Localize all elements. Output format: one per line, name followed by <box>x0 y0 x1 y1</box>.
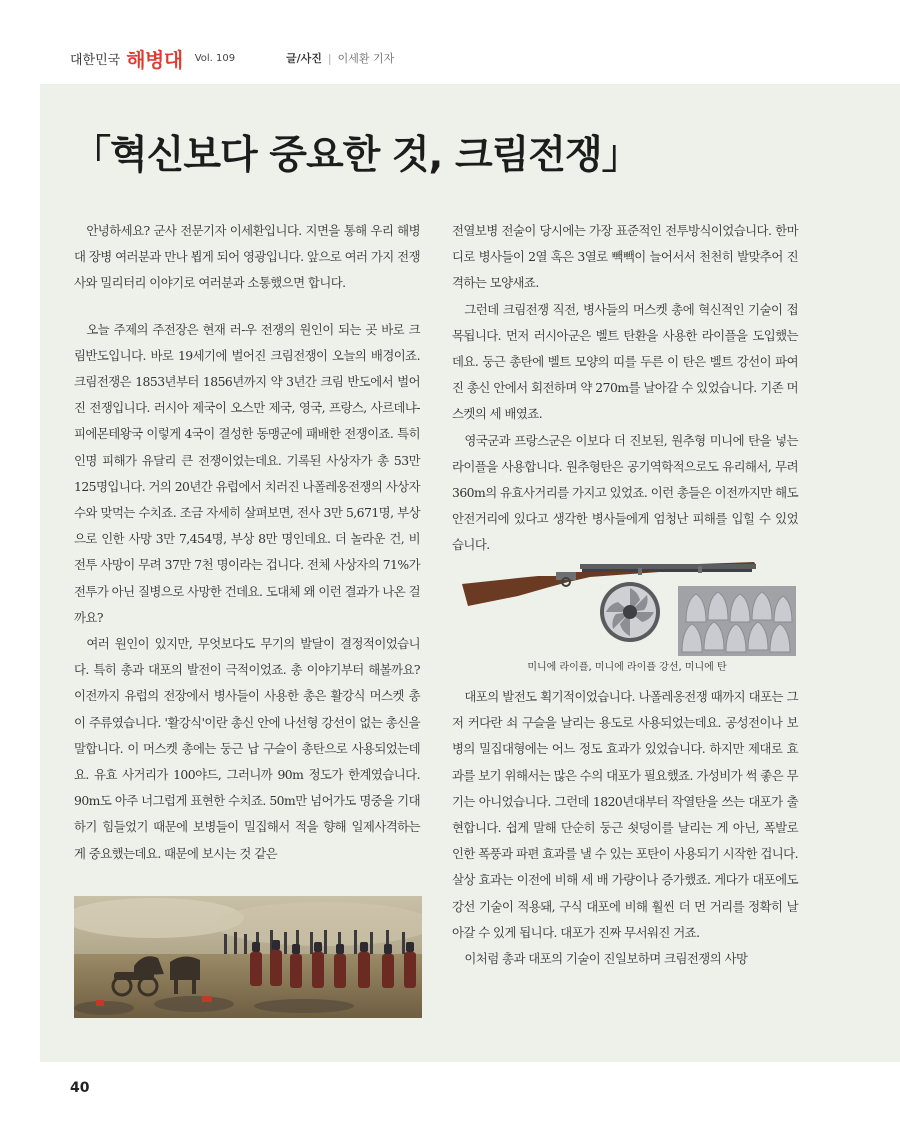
right-column <box>452 218 798 559</box>
left-column <box>74 218 420 867</box>
paragraph-intro: 안녕하세요? 군사 전문기자 이세환입니다. 지면을 통해 우리 해병대 장병 여러분과 만나 뵙게 되어 영광입니다. 앞으로 여러 가지 전쟁사와 밀리터리 이야기로 여러분과 소통했으면 합니다. <box>74 223 420 291</box>
paragraph-minie: 영국군과 프랑스군은 이보다 더 진보된, 원추형 미니에 탄을 넣는 라이플을 사용합니다. 원추형탄은 공기역학적으로도 유리해서, 무려 360m의 유효사거리를 가지고 있었죠. 이런 총들은 이전까지만 해도 안전거리에 있다고 생각한 병사들에게 엄청난 피해를 입힐 수 있었습니다. <box>452 432 798 553</box>
battle-painting <box>74 896 422 1018</box>
rifling-image <box>600 582 660 642</box>
page-number: 40 <box>70 1080 90 1096</box>
minie-rifle-figure <box>458 548 798 656</box>
paragraph-conclusion: 이처럼 총과 대포의 기술이 진일보하며 크림전쟁의 사망 <box>464 951 748 967</box>
paragraph-weapons: 여러 원인이 있지만, 무엇보다도 무기의 발달이 결정적이었습니다. 특히 총과 대포의 발전이 극적이었죠. 총 이야기부터 해볼까요? 이전까지 유럽의 전장에서 병사들이 사용한 총은 활강식 머스켓 총이 주류였습니다. '활강식'이란 총신 안에 나선형 강선이 없는 총신을 말합니다. 이 머스켓 총에는 둥근 납 구슬이 총탄으로 사용되었는데요. 유효 사거리가 100야드, 그러니까 90m 정도가 한계였습니다. 90m도 아주 너그럽게 표현한 수치죠. 50m만 넘어가도 명중을 기대하기 힘들었기 때문에 보병들이 밀집해서 적을 향해 일제사격하는 게 중요했는데요. 때문에 보시는 것 같은 <box>74 636 420 861</box>
paragraph-rifle-tech: 그런데 크림전쟁 직전, 병사들의 머스켓 총에 혁신적인 기술이 접목됩니다. 먼저 러시아군은 벨트 탄환을 사용한 라이플을 도입했는데요. 둥근 총탄에 벨트 모양의 띠를 두른 이 탄은 벨트 강선이 파여진 총신 안에서 회전하며 약 270m를 날아갈 수 있었습니다. 기존 머스켓의 세 배였죠. <box>452 301 798 422</box>
magazine-brand: 해병대 <box>126 47 183 72</box>
byline-separator: | <box>327 52 332 65</box>
right-column-lower <box>452 684 798 972</box>
byline-label: 글/사진 <box>286 52 322 65</box>
article-title: 「혁신보다 중요한 것, 크림전쟁」 <box>72 133 640 178</box>
volume-number: Vol. 109 <box>194 52 236 64</box>
byline-author: 이세환 기자 <box>337 52 395 65</box>
byline <box>286 50 394 66</box>
paragraph-artillery: 대포의 발전도 획기적이었습니다. 나폴레옹전쟁 때까지 대포는 그저 커다란 쇠 구슬을 날리는 용도로 사용되었는데요. 공성전이나 보병의 밀집대형에는 어느 정도 효과가 있었습니다. 하지만 제대로 효과를 보기 위해서는 많은 수의 대포가 필요했죠. 가성비가 썩 좋은 무기는 아니었습니다. 그런데 1820년대부터 작열탄을 쓰는 대포가 출현합니다. 쉽게 말해 단순히 둥근 쇳덩이를 날리는 게 아닌, 폭발로 인한 폭풍과 파편 효과를 낼 수 있는 포탄이 사용되기 시작한 겁니다. 살상 효과는 이전에 비해 세 배 가량이나 증가했죠. 게다가 대포에도 강선 기술이 적용돼, 구식 대포에 비해 훨씬 더 먼 거리를 정확히 날아갈 수 있게 됩니다. 대포가 진짜 무서워진 거죠. <box>452 689 798 940</box>
magazine-country: 대한민국 <box>70 52 121 68</box>
figure-caption: 미니에 라이플, 미니에 라이플 강선, 미니에 탄 <box>527 662 727 673</box>
paragraph-crimea: 오늘 주제의 주전장은 현재 러-우 전쟁의 원인이 되는 곳 바로 크림반도입니다. 바로 19세기에 벌어진 크림전쟁이 오늘의 배경이죠. 크림전쟁은 1853년부터 1856년까지 약 3년간 크림 반도에서 벌어진 전쟁입니다. 러시아 제국이 오스만 제국, 영국, 프랑스, 사르데냐-피에몬테왕국 이렇게 4국이 결성한 동맹군에 패배한 전쟁이죠. 특히 인명 피해가 유달리 큰 전쟁이었는데요. 기록된 사상자가 총 53만 125명입니다. 거의 20년간 유럽에서 치러진 나폴레옹전쟁의 사상자 수와 맞먹는 수치죠. 조금 자세히 살펴보면, 전사 3만 5,671명, 부상으로 인한 사망 3만 7,454명, 부상 8만 명인데요. 더 놀라운 건, 비전투 사망이 무려 37만 7천 명이라는 겁니다. 전체 사상자의 71%가 전투가 아닌 질병으로 사망한 건데요. 도대체 왜 이런 결과가 나온 걸까요? <box>74 321 420 625</box>
minie-bullets-image <box>678 586 796 656</box>
magazine-header <box>70 44 235 72</box>
paragraph-line-infantry: 전열보병 전술이 당시에는 가장 표준적인 전투방식이었습니다. 한마디로 병사들이 2열 혹은 3열로 빽빽이 늘어서서 천천히 발맞추어 진격하는 모양새죠. <box>452 223 798 291</box>
